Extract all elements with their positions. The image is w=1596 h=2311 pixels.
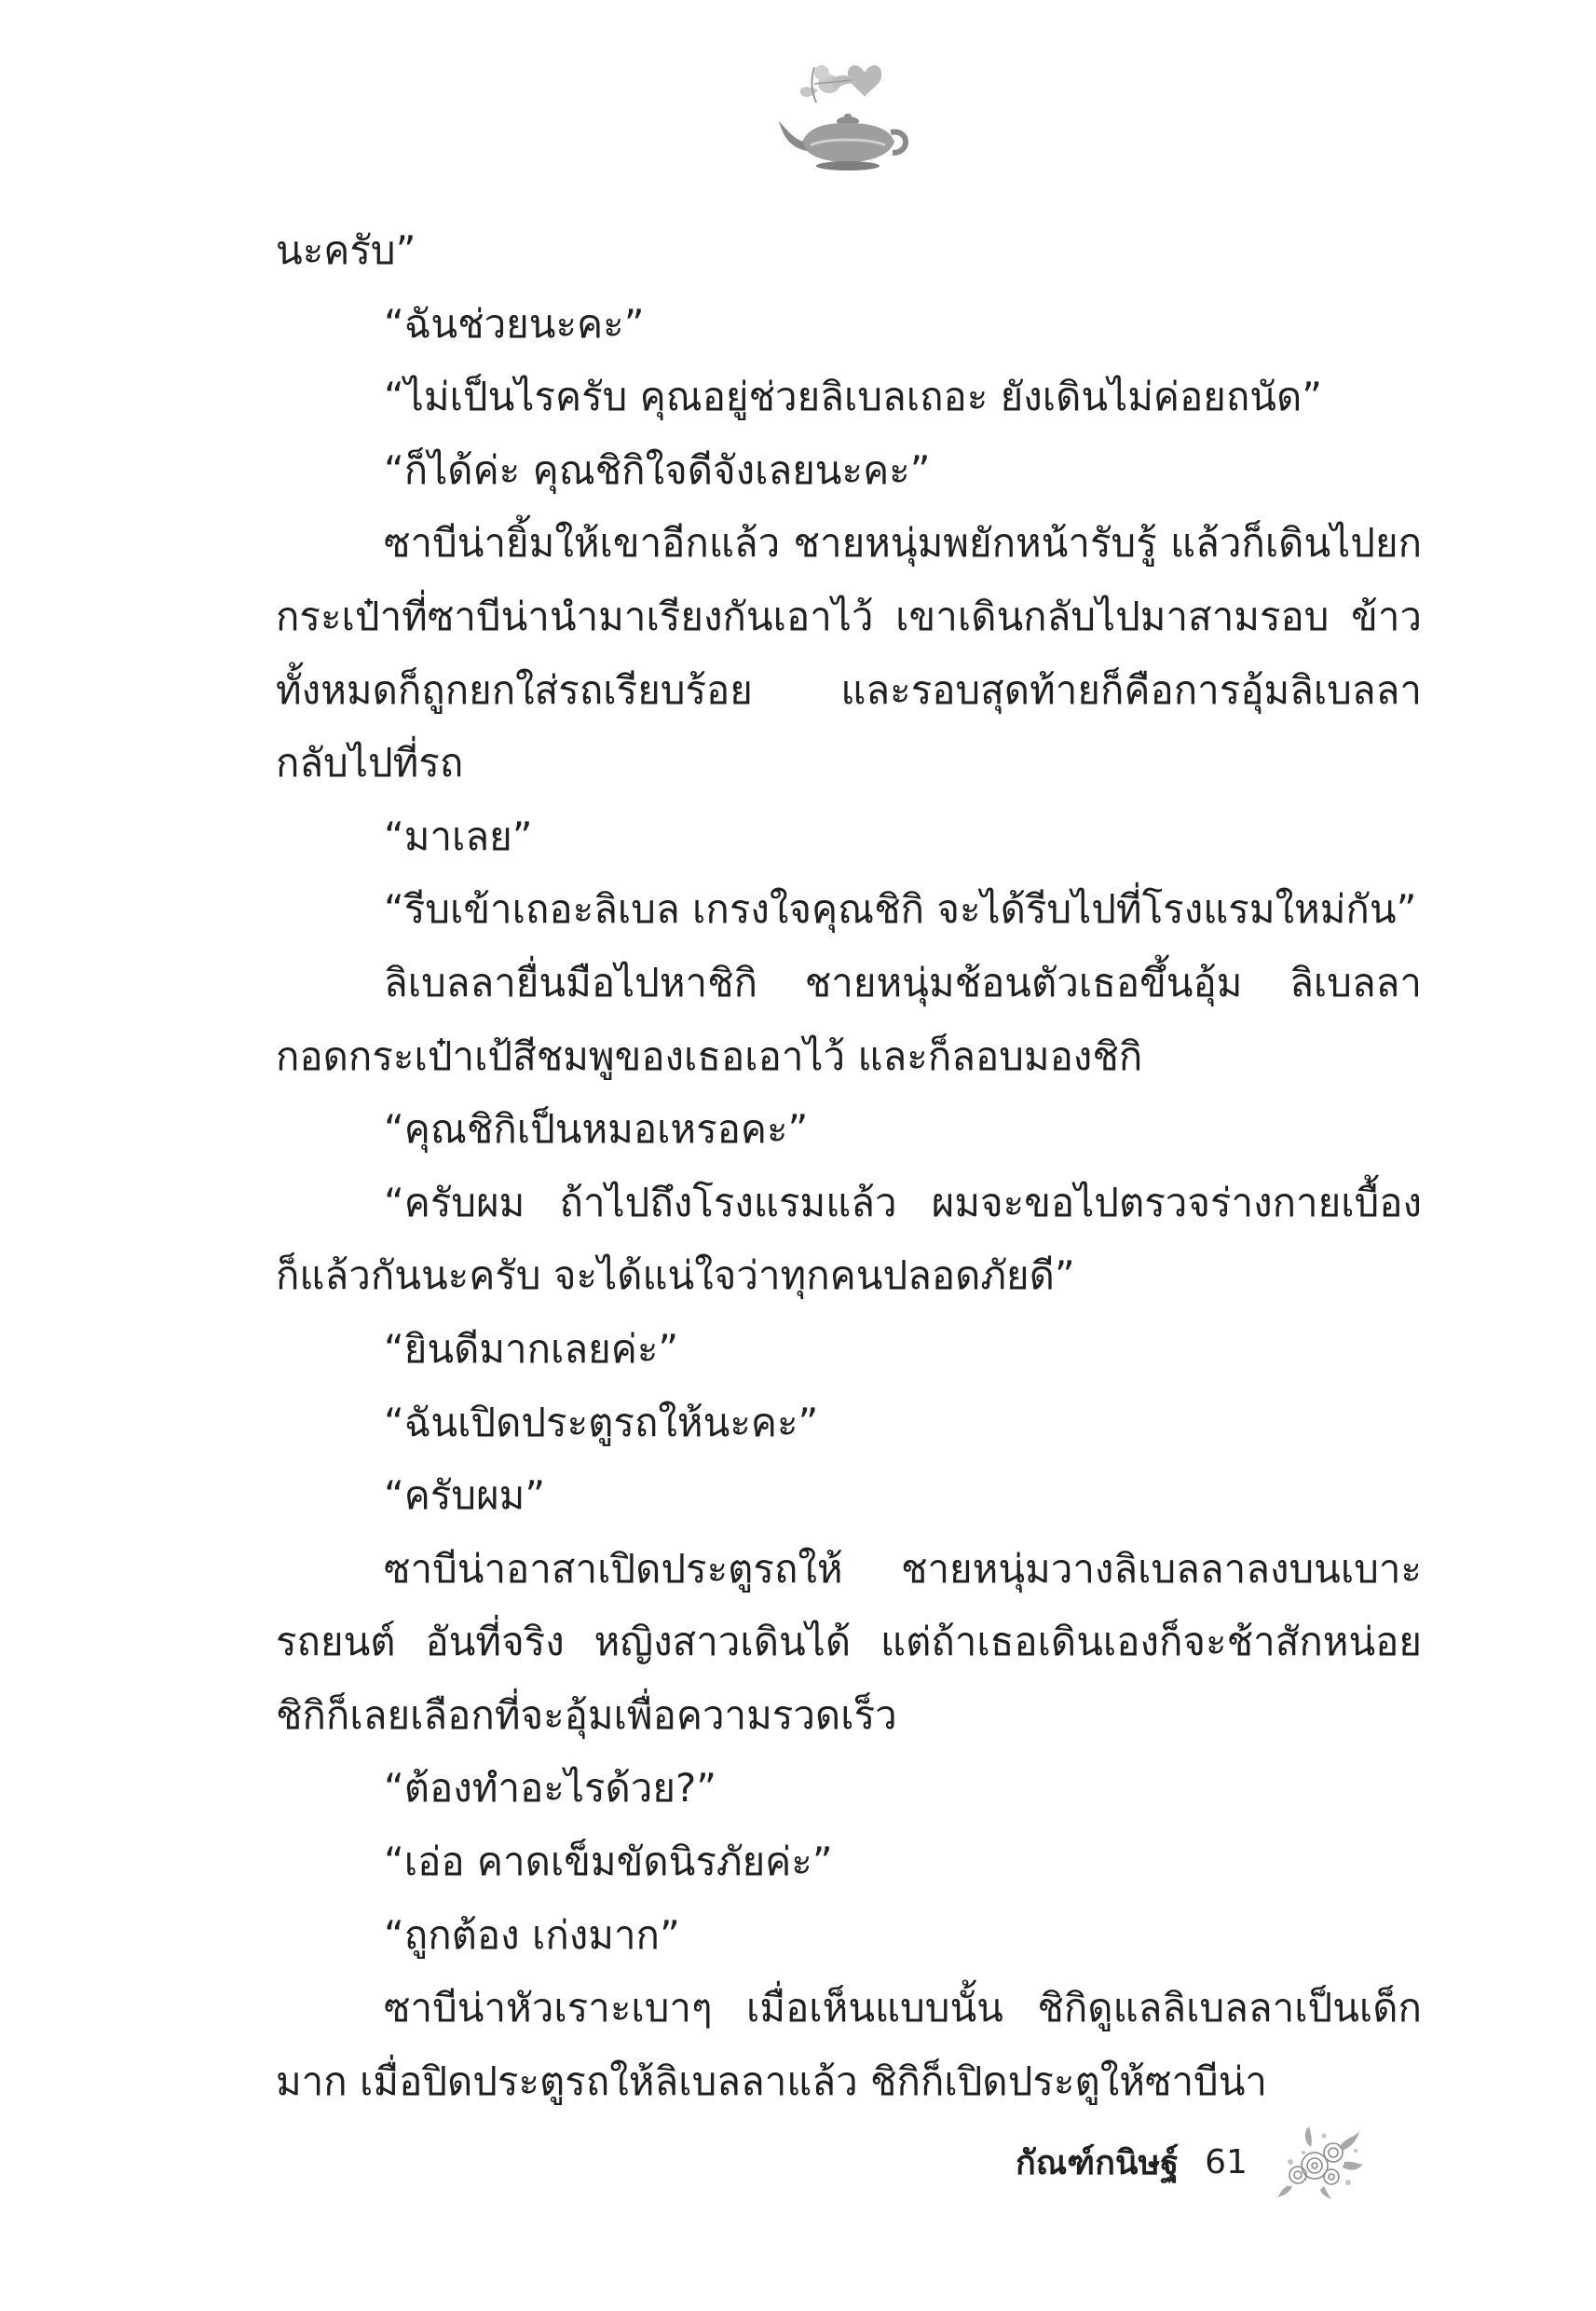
text-line: ลิเบลลายื่นมือไปหาชิกิ ชายหนุ่มช้อนตัวเธอขึ้นอุ้ม ลิเบลลา <box>384 959 1422 1005</box>
text-line: “ครับผม ถ้าไปถึงโรงแรมแล้ว ผมจะขอไปตรวจร่างกายเบื้อง <box>384 1179 1422 1225</box>
text-line: “ฉันช่วยนะคะ” <box>384 300 645 347</box>
text-line: มาก เมื่อปิดประตูรถให้ลิเบลลาแล้ว ชิกิก็เปิดประตูให้ซาบีน่า <box>276 2058 1267 2104</box>
text-line: กอดกระเป๋าเป้สีชมพูของเธอเอาไว้ และก็ลอบมองชิกิ <box>276 1032 1143 1079</box>
text-line: กลับไปที่รถ <box>276 740 464 786</box>
text-line: “ไม่เป็นไรครับ คุณอยู่ช่วยลิเบลเถอะ ยังเดินไม่ค่อยถนัด” <box>384 374 1323 420</box>
text-line: ซาบีน่ายิ้มให้เขาอีกแล้ว ชายหนุ่มพยักหน้ารับรู้ แล้วก็เดินไปยก <box>384 520 1422 567</box>
text-line: ทั้งหมดก็ถูกยกใส่รถเรียบร้อย และรอบสุดท้ายก็คือการอุ้มลิเบลลา <box>276 666 1422 713</box>
text-line: “รีบเข้าเถอะลิเบล เกรงใจคุณชิกิ จะได้รีบไปที่โรงแรมใหม่กัน” <box>384 886 1417 933</box>
body-text <box>276 214 1422 2118</box>
flower-bouquet-icon <box>1275 2125 1364 2199</box>
text-line: ซาบีน่าหัวเราะเบาๆ เมื่อเห็นแบบนั้น ชิกิดูแลลิเบลลาเป็นเด็ก <box>384 1985 1422 2031</box>
book-title: กัณฑ์กนิษฐ์ <box>1016 2143 1180 2182</box>
text-line: “ก็ได้ค่ะ คุณชิกิใจดีจังเลยนะคะ” <box>384 446 931 493</box>
text-line: “ต้องทำอะไรด้วย?” <box>384 1765 717 1812</box>
page-footer <box>1016 2134 1364 2190</box>
text-line: “ถูกต้อง เก่งมาก” <box>384 1911 680 1958</box>
text-line: กระเป๋าที่ซาบีน่านำมาเรียงกันเอาไว้ เขาเดินกลับไปมาสามรอบ ข้าว <box>276 593 1422 639</box>
text-line: “ฉันเปิดประตูรถให้นะคะ” <box>384 1399 819 1445</box>
text-line: “ยินดีมากเลยค่ะ” <box>384 1325 679 1372</box>
teapot-cupid-icon <box>773 56 913 177</box>
text-line: “เอ่อ คาดเข็มขัดนิรภัยค่ะ” <box>384 1839 833 1885</box>
text-line: “มาเลย” <box>384 813 533 859</box>
text-line: นะครับ” <box>276 227 416 273</box>
text-line: ก็แล้วกันนะครับ จะได้แน่ใจว่าทุกคนปลอดภัยดี” <box>276 1252 1075 1299</box>
text-line: “ครับผม” <box>384 1472 546 1519</box>
page-number: 61 <box>1205 2142 1248 2181</box>
text-line: รถยนต์ อันที่จริง หญิงสาวเดินได้ แต่ถ้าเธอเดินเองก็จะช้าสักหน่อย <box>276 1619 1422 1665</box>
text-line: ซาบีน่าอาสาเปิดประตูรถให้ ชายหนุ่มวางลิเบลลาลงบนเบาะ <box>384 1545 1422 1592</box>
text-line: ชิกิก็เลยเลือกที่จะอุ้มเพื่อความรวดเร็ว <box>276 1691 897 1738</box>
text-line: “คุณชิกิเป็นหมอเหรอคะ” <box>384 1106 809 1153</box>
